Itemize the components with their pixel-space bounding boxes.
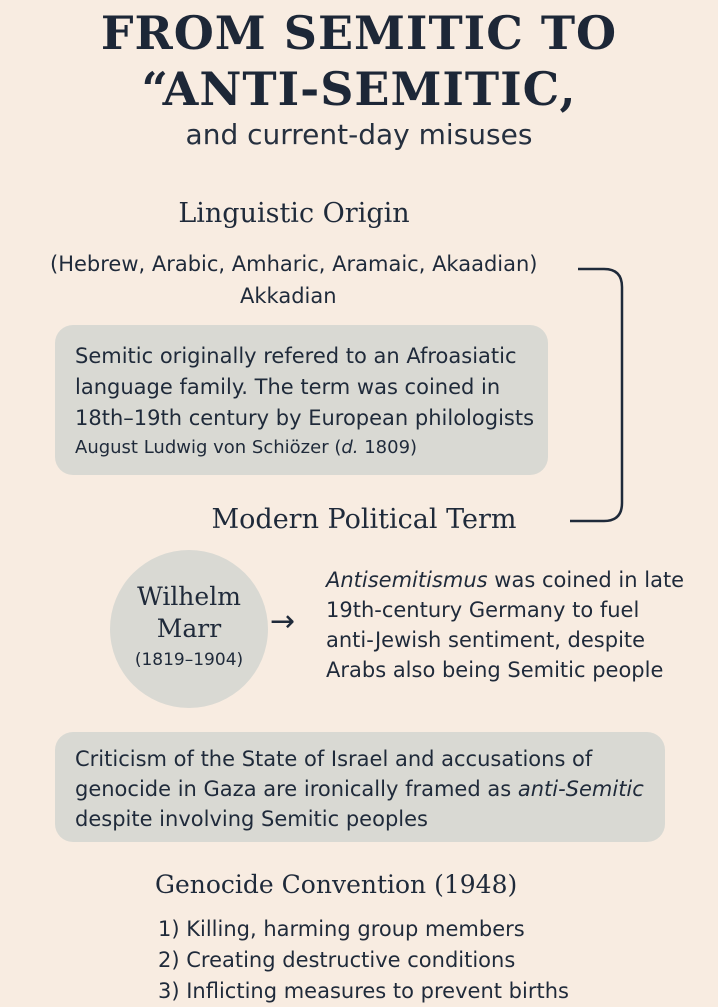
- genocide-criteria-list: [158, 914, 569, 1007]
- right-arrow-icon: →: [270, 604, 296, 639]
- person-last-name: Marr: [156, 614, 222, 643]
- semitic-origin-text: Semitic originally refered to an Afroasiatic language family. The term was coined in 18th–19th century by European philologists: [75, 344, 535, 430]
- bracket-connector-icon: [570, 255, 640, 535]
- person-years: (1819–1904): [134, 650, 244, 670]
- linguistic-origin-heading: Linguistic Origin: [178, 198, 410, 229]
- philologist-note: August Ludwig von Schiözer (d. 1809): [75, 437, 418, 458]
- antisemitismus-description: Antisemitismus was coined in late 19th-century Germany to fuel anti-Jewish sentiment, despite Arabs also being Semitic people: [326, 568, 685, 682]
- criticism-text: Criticism of the State of Israel and accusations of genocide in Gaza are ironically framed as anti-Semitic despite involving Semitic peoples: [75, 747, 644, 831]
- criticism-box: [55, 732, 665, 842]
- page-subtitle: and current-day misuses: [185, 118, 533, 151]
- person-first-name: Wilhelm: [137, 582, 241, 611]
- language-list: (Hebrew, Arabic, Amharic, Aramaic, Akaadian): [50, 252, 538, 276]
- language-extra: Akkadian: [240, 284, 337, 308]
- list-item: 2) Creating destructive conditions: [158, 948, 516, 972]
- list-item: 3) Inflicting measures to prevent births: [158, 979, 569, 1003]
- genocide-convention-heading: Genocide Convention (1948): [155, 870, 518, 899]
- list-item: 1) Killing, harming group members: [158, 917, 525, 941]
- wilhelm-marr-circle: [110, 550, 268, 708]
- semitic-origin-box: [55, 325, 548, 475]
- modern-political-term-heading: Modern Political Term: [211, 504, 517, 535]
- page-title-line-1: FROM SEMITIC TO: [100, 6, 618, 60]
- page-title-line-2: “ANTI-SEMITIC,: [141, 62, 577, 116]
